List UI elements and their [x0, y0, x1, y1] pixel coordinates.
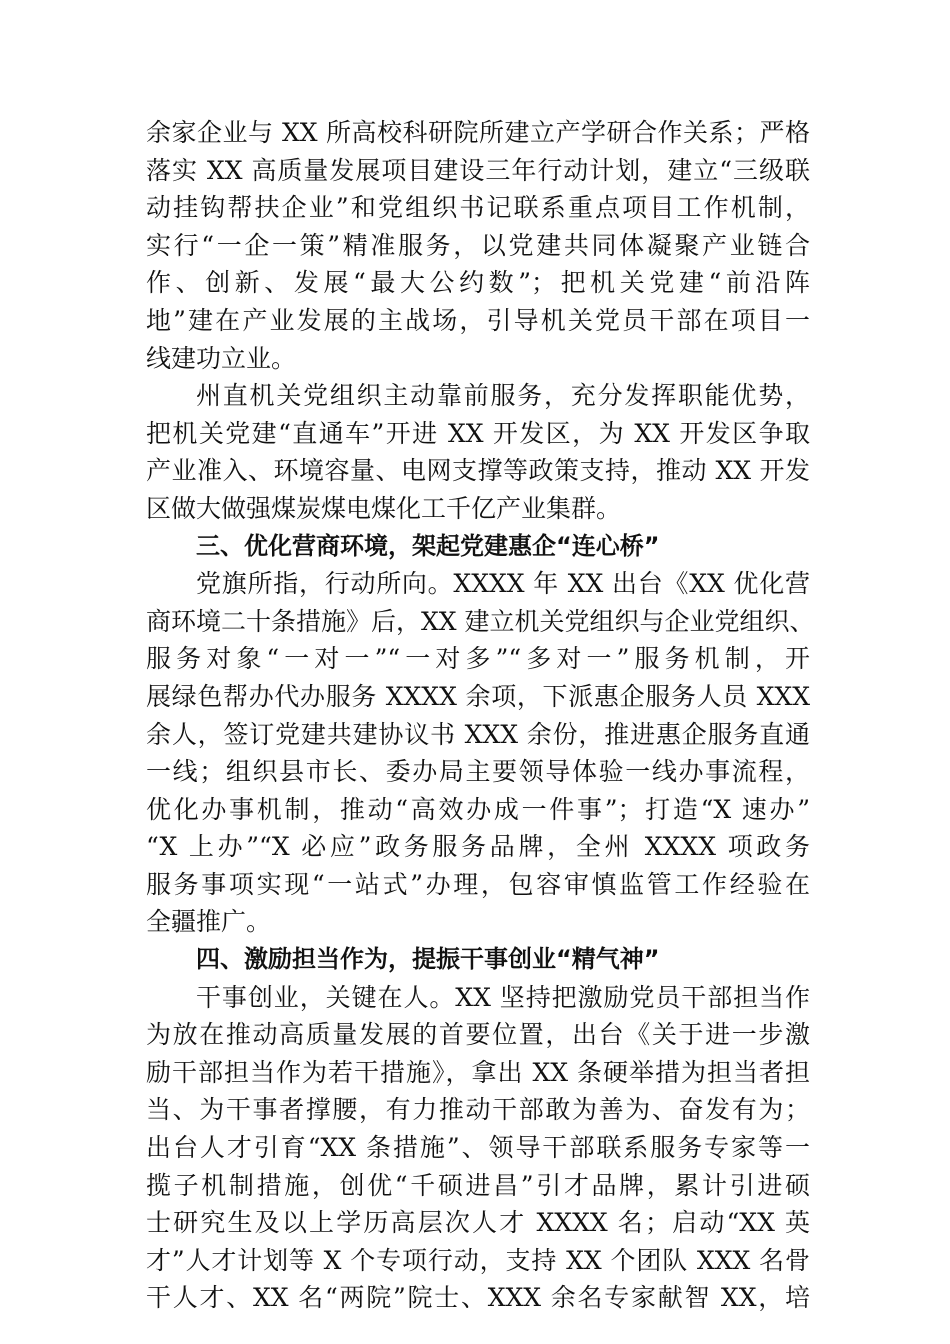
- section-heading: 四、激励担当作为，提振干事创业“精气神”: [196, 945, 660, 974]
- paragraph-line: 干事创业，关键在人。XX 坚持把激励党员干部担当作: [196, 982, 810, 1012]
- document-body: [146, 114, 815, 1317]
- paragraph-line: 把机关党建“直通车”开进 XX 开发区，为 XX 开发区争取: [146, 418, 810, 448]
- paragraph-line: 落实 XX 高质量发展项目建设三年行动计划，建立“三级联: [146, 155, 810, 185]
- paragraph-line: 当、为干事者撑腰，有力推动干部敢为善为、奋发有为；: [146, 1095, 810, 1125]
- paragraph-line: 为放在推动高质量发展的首要位置，出台《关于进一步激: [146, 1020, 810, 1050]
- paragraph-line: 出台人才引育“XX 条措施”、领导干部联系服务专家等一: [146, 1133, 810, 1163]
- paragraph-line: 党旗所指，行动所向。XXXX 年 XX 出台《XX 优化营: [196, 569, 810, 599]
- paragraph-line: 服务对象“一对一”“一对多”“多对一”服务机制，开: [146, 644, 810, 674]
- paragraph-line: 展绿色帮办代办服务 XXXX 余项，下派惠企服务人员 XXX: [146, 681, 810, 711]
- paragraph-line: 产业准入、环境容量、电网支撑等政策支持，推动 XX 开发: [146, 456, 810, 486]
- paragraph-line: 服务事项实现“一站式”办理，包容审慎监管工作经验在: [146, 869, 810, 899]
- paragraph-line: 全疆推广。: [146, 907, 272, 937]
- paragraph-line: 励干部担当作为若干措施》，拿出 XX 条硬举措为担当者担: [146, 1057, 810, 1087]
- paragraph-line: 才”人才计划等 X 个专项行动，支持 XX 个团队 XXX 名骨: [146, 1245, 810, 1275]
- paragraph-line: 余家企业与 XX 所高校科研院所建立产学研合作关系；严格: [146, 118, 810, 147]
- paragraph-line: 商环境二十条措施》后，XX 建立机关党组织与企业党组织、: [146, 606, 815, 636]
- paragraph-line: 干人才、XX 名“两院”院士、XXX 余名专家献智 XX，培: [146, 1283, 810, 1313]
- paragraph-line: 优化办事机制，推动“高效办成一件事”；打造“X 速办”: [146, 794, 810, 824]
- paragraph-line: 线建功立业。: [146, 343, 297, 373]
- paragraph-line: “X 上办”“X 必应”政务服务品牌，全州 XXXX 项政务: [146, 832, 810, 862]
- paragraph-line: 士研究生及以上学历高层次人才 XXXX 名；启动“XX 英: [146, 1208, 810, 1238]
- paragraph-line: 揽子机制措施，创优“千硕进昌”引才品牌，累计引进硕: [146, 1170, 810, 1200]
- paragraph-line: 作、创新、发展“最大公约数”；把机关党建“前沿阵: [146, 268, 810, 298]
- paragraph-line: 一线；组织县市长、委办局主要领导体验一线办事流程，: [146, 757, 810, 787]
- paragraph-line: 区做大做强煤炭煤电煤化工千亿产业集群。: [146, 493, 622, 523]
- paragraph-line: 实行“一企一策”精准服务，以党建共同体凝聚产业链合: [146, 230, 810, 260]
- paragraph-line: 地”建在产业发展的主战场，引导机关党员干部在项目一: [146, 305, 810, 335]
- paragraph-line: 州直机关党组织主动靠前服务，充分发挥职能优势，: [196, 381, 810, 411]
- section-heading: 三、优化营商环境，架起党建惠企“连心桥”: [196, 531, 660, 560]
- paragraph-line: 动挂钩帮扶企业”和党组织书记联系重点项目工作机制，: [146, 193, 810, 223]
- paragraph-line: 余人，签订党建共建协议书 XXX 余份，推进惠企服务直通: [146, 719, 810, 749]
